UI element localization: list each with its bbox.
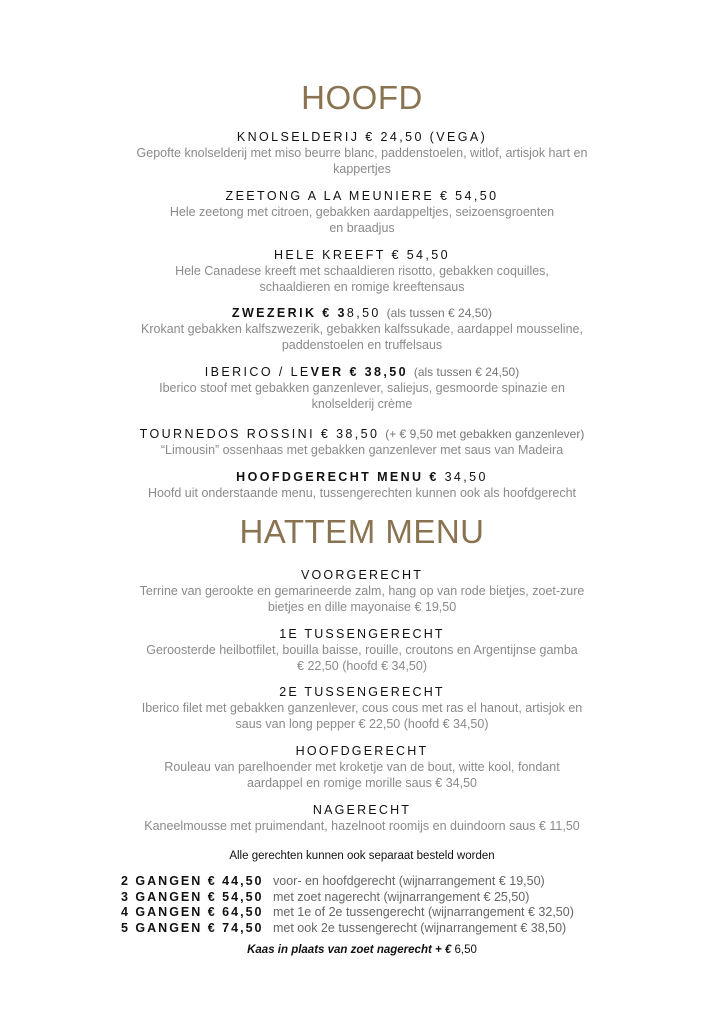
course-desc: voor- en hoofdgerecht (wijnarrangement € 19,50) (273, 874, 545, 888)
course-desc: met ook 2e tussengerecht (wijnarrangement € 38,50) (273, 920, 567, 935)
section-desc: € 22,50 (hoofd € 34,50) (297, 659, 427, 673)
item-title: ZEETONG A LA MEUNIERE € 54,50 (225, 189, 499, 203)
course-row (121, 905, 574, 921)
section-title: VOORGERECHT (300, 568, 424, 582)
cheese-note-bold: Kaas in plaats van zoet nagerecht + € (247, 944, 452, 956)
item-title-bold: VER € 38,50 (310, 365, 408, 379)
item-desc: en braadjus (329, 221, 395, 235)
course-desc: met 1e of 2e tussengerecht (wijnarrangement € 32,50) (273, 905, 574, 919)
item-title (100, 364, 624, 380)
item-desc: schaaldieren en romige kreeftensaus (259, 280, 465, 294)
section-hoofdgerecht (100, 743, 624, 791)
menu-item-iberico (100, 364, 624, 412)
menu-item-tournedos (100, 426, 624, 458)
course-name: 5 GANGEN € 74,50 (121, 920, 264, 935)
section-desc: Kaneelmousse met pruimendant, hazelnoot roomijs en duindoorn saus € 11,50 (144, 819, 580, 833)
item-note: (+ € 9,50 met gebakken ganzenlever) (385, 427, 585, 441)
menu-item-hoofdgerecht-menu (100, 469, 624, 501)
section-1e-tussengerecht (100, 626, 624, 674)
section-title: 1E TUSSENGERECHT (279, 627, 445, 641)
course-desc: met zoet nagerecht (wijnarrangement € 25,50) (273, 889, 530, 904)
item-desc: kappertjes (333, 162, 391, 176)
section-title: 2E TUSSENGERECHT (279, 685, 445, 699)
section-desc: Geroosterde heilbotfilet, bouilla baisse, rouille, croutons en Argentijnse gamba (146, 643, 578, 657)
item-note: (als tussen € 24,50) (413, 365, 520, 379)
item-desc: Krokant gebakken kalfszwezerik, gebakken kalfssukade, aardappel mousseline, (141, 322, 583, 336)
item-desc: Iberico stoof met gebakken ganzenlever, saliejus, gesmoorde spinazie en (159, 381, 565, 395)
item-desc: Hele zeetong met citroen, gebakken aardappeltjes, seizoensgroenten (169, 205, 555, 219)
item-desc: Hele Canadese kreeft met schaaldieren risotto, gebakken coquilles, (175, 264, 549, 278)
menu-item-zwezerik (100, 305, 624, 353)
item-desc: Gepofte knolselderij met miso beurre blanc, paddenstoelen, witlof, artisjok hart en (136, 146, 588, 160)
section-desc: Rouleau van parelhoender met kroketje van de bout, witte kool, fondant (164, 760, 560, 774)
section-desc: Terrine van gerookte en gemarineerde zalm, hang op van rode bietjes, zoet-zure (139, 584, 585, 598)
menu-item-kreeft (100, 247, 624, 295)
item-title (100, 305, 624, 321)
item-desc: Hoofd uit onderstaande menu, tussengerechten kunnen ook als hoofdgerecht (147, 486, 577, 500)
cheese-note (0, 944, 724, 956)
item-note: (als tussen € 24,50) (386, 306, 493, 320)
hattem-heading: HATTEM MENU (239, 513, 485, 550)
course-name: 2 GANGEN € 44,50 (121, 874, 264, 888)
item-desc: knolselderij crème (311, 397, 413, 411)
section-nagerecht (100, 802, 624, 834)
separate-order-note: Alle gerechten kunnen ook separaat besteld worden (229, 850, 495, 862)
course-row (121, 874, 574, 890)
course-list (121, 874, 574, 936)
course-row (121, 890, 574, 906)
course-name: 4 GANGEN € 64,50 (121, 905, 264, 919)
section-desc: saus van long pepper € 22,50 (hoofd € 34,50) (235, 717, 489, 731)
item-title-text: TOURNEDOS ROSSINI € 38,50 (139, 427, 380, 441)
course-row (121, 921, 574, 937)
section-desc: Iberico filet met gebakken ganzenlever, cous cous met ras el hanout, artisjok en (141, 701, 583, 715)
item-desc: “Limousin” ossenhaas met gebakken ganzenlever met saus van Madeira (160, 443, 564, 457)
section-2e-tussengerecht (100, 684, 624, 732)
item-title-rest: 34,50 (444, 470, 488, 484)
section-desc: aardappel en romige morille saus € 34,50 (247, 776, 477, 790)
item-title-bold: ZWEZERIK € 3 (231, 306, 347, 320)
section-voorgerecht (100, 567, 624, 615)
section-title: HOOFDGERECHT (295, 744, 429, 758)
hoofd-heading: HOOFD (301, 79, 423, 116)
menu-item-zeetong (100, 188, 624, 236)
item-title-bold: HOOFDGERECHT MENU € (236, 470, 439, 484)
item-title (100, 469, 624, 485)
section-desc: bietjes en dille mayonaise € 19,50 (267, 600, 457, 614)
cheese-note-price: 6,50 (451, 944, 477, 956)
item-title-rest: 8,50 (346, 306, 381, 320)
section-title: NAGERECHT (312, 803, 412, 817)
menu-item-knolselderij (100, 129, 624, 177)
item-title (100, 426, 624, 442)
item-title-a: IBERICO / LE (204, 365, 311, 379)
item-title: HELE KREEFT € 54,50 (274, 248, 450, 262)
item-title: KNOLSELDERIJ € 24,50 (VEGA) (236, 130, 488, 144)
item-desc: paddenstoelen en truffelsaus (281, 338, 443, 352)
course-name: 3 GANGEN € 54,50 (121, 889, 264, 904)
